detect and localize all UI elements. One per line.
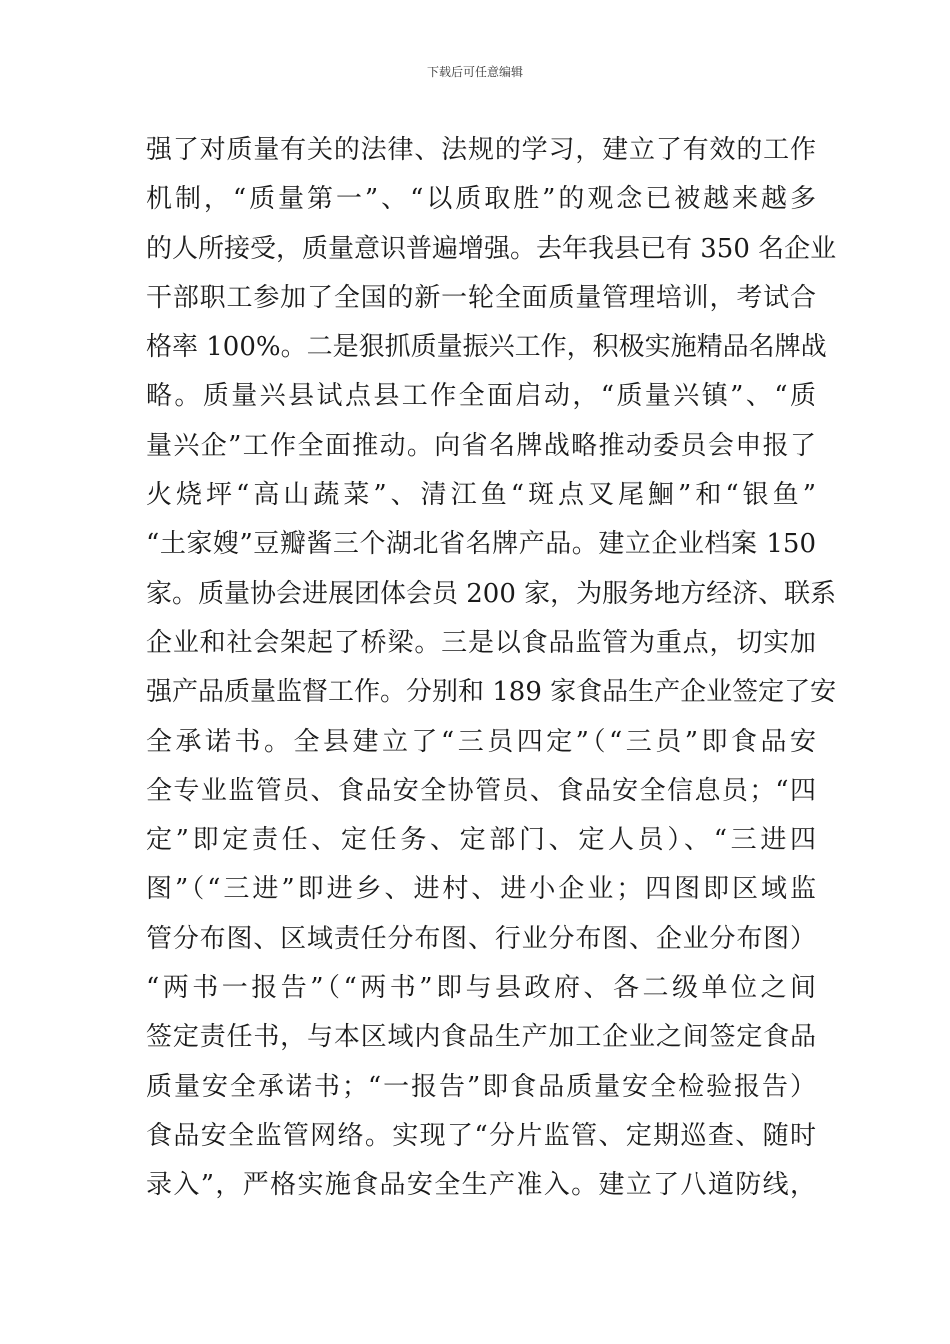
text-line: 量兴企”工作全面推动。向省名牌战略推动委员会申报了 [146, 430, 816, 461]
text-line: 的人所接受，质量意识普遍增强。去年我县已有 350 名企业 [146, 233, 837, 264]
text-line: “两书一报告”（“两书”即与县政府、各二级单位之间 [146, 973, 816, 1004]
text-line: 质量安全承诺书；“一报告”即食品质量安全检验报告） [146, 1071, 816, 1102]
text-line: 家。质量协会进展团体会员 200 家，为服务地方经济、联系 [146, 578, 837, 609]
text-line: 全承诺书。全县建立了“三员四定”（“三员”即食品安 [146, 726, 816, 757]
text-line: 食品安全监管网络。实现了“分片监管、定期巡查、随时 [146, 1120, 816, 1151]
text-line: 管分布图、区域责任分布图、行业分布图、企业分布图） [146, 923, 816, 954]
text-line: 强了对质量有关的法律、法规的学习，建立了有效的工作 [146, 135, 816, 165]
text-line: 录入”，严格实施食品安全生产准入。建立了八道防线， [146, 1170, 816, 1201]
text-line: 全专业监管员、食品安全协管员、食品安全信息员；“四 [146, 775, 816, 806]
text-line: 企业和社会架起了桥梁。三是以食品监管为重点，切实加 [146, 627, 816, 658]
body-text [146, 126, 837, 1211]
text-line: 强产品质量监督工作。分别和 189 家食品生产企业签定了安 [146, 677, 837, 708]
text-line: 机制，“质量第一”、“以质取胜”的观念已被越来越多 [146, 184, 816, 215]
text-line: 火烧坪“高山蔬菜”、清江鱼“斑点叉尾鮰”和“银鱼” [146, 480, 816, 511]
text-line: 图”（“三进”即进乡、进村、进小企业；四图即区域监 [146, 874, 816, 905]
text-line: 签定责任书，与本区域内食品生产加工企业之间签定食品 [146, 1022, 816, 1053]
text-line: 略。质量兴县试点县工作全面启动，“质量兴镇”、“质 [146, 381, 816, 412]
text-line: 格率 100%。二是狠抓质量振兴工作，积极实施精品名牌战 [146, 332, 827, 363]
text-line: 干部职工参加了全国的新一轮全面质量管理培训，考试合 [146, 282, 816, 313]
page-header-note: 下载后可任意编辑 [426, 65, 523, 79]
text-line: “土家嫂”豆瓣酱三个湖北省名牌产品。建立企业档案 150 [146, 529, 816, 560]
text-line: 定”即定责任、定任务、定部门、定人员）、“三进四 [146, 825, 816, 856]
